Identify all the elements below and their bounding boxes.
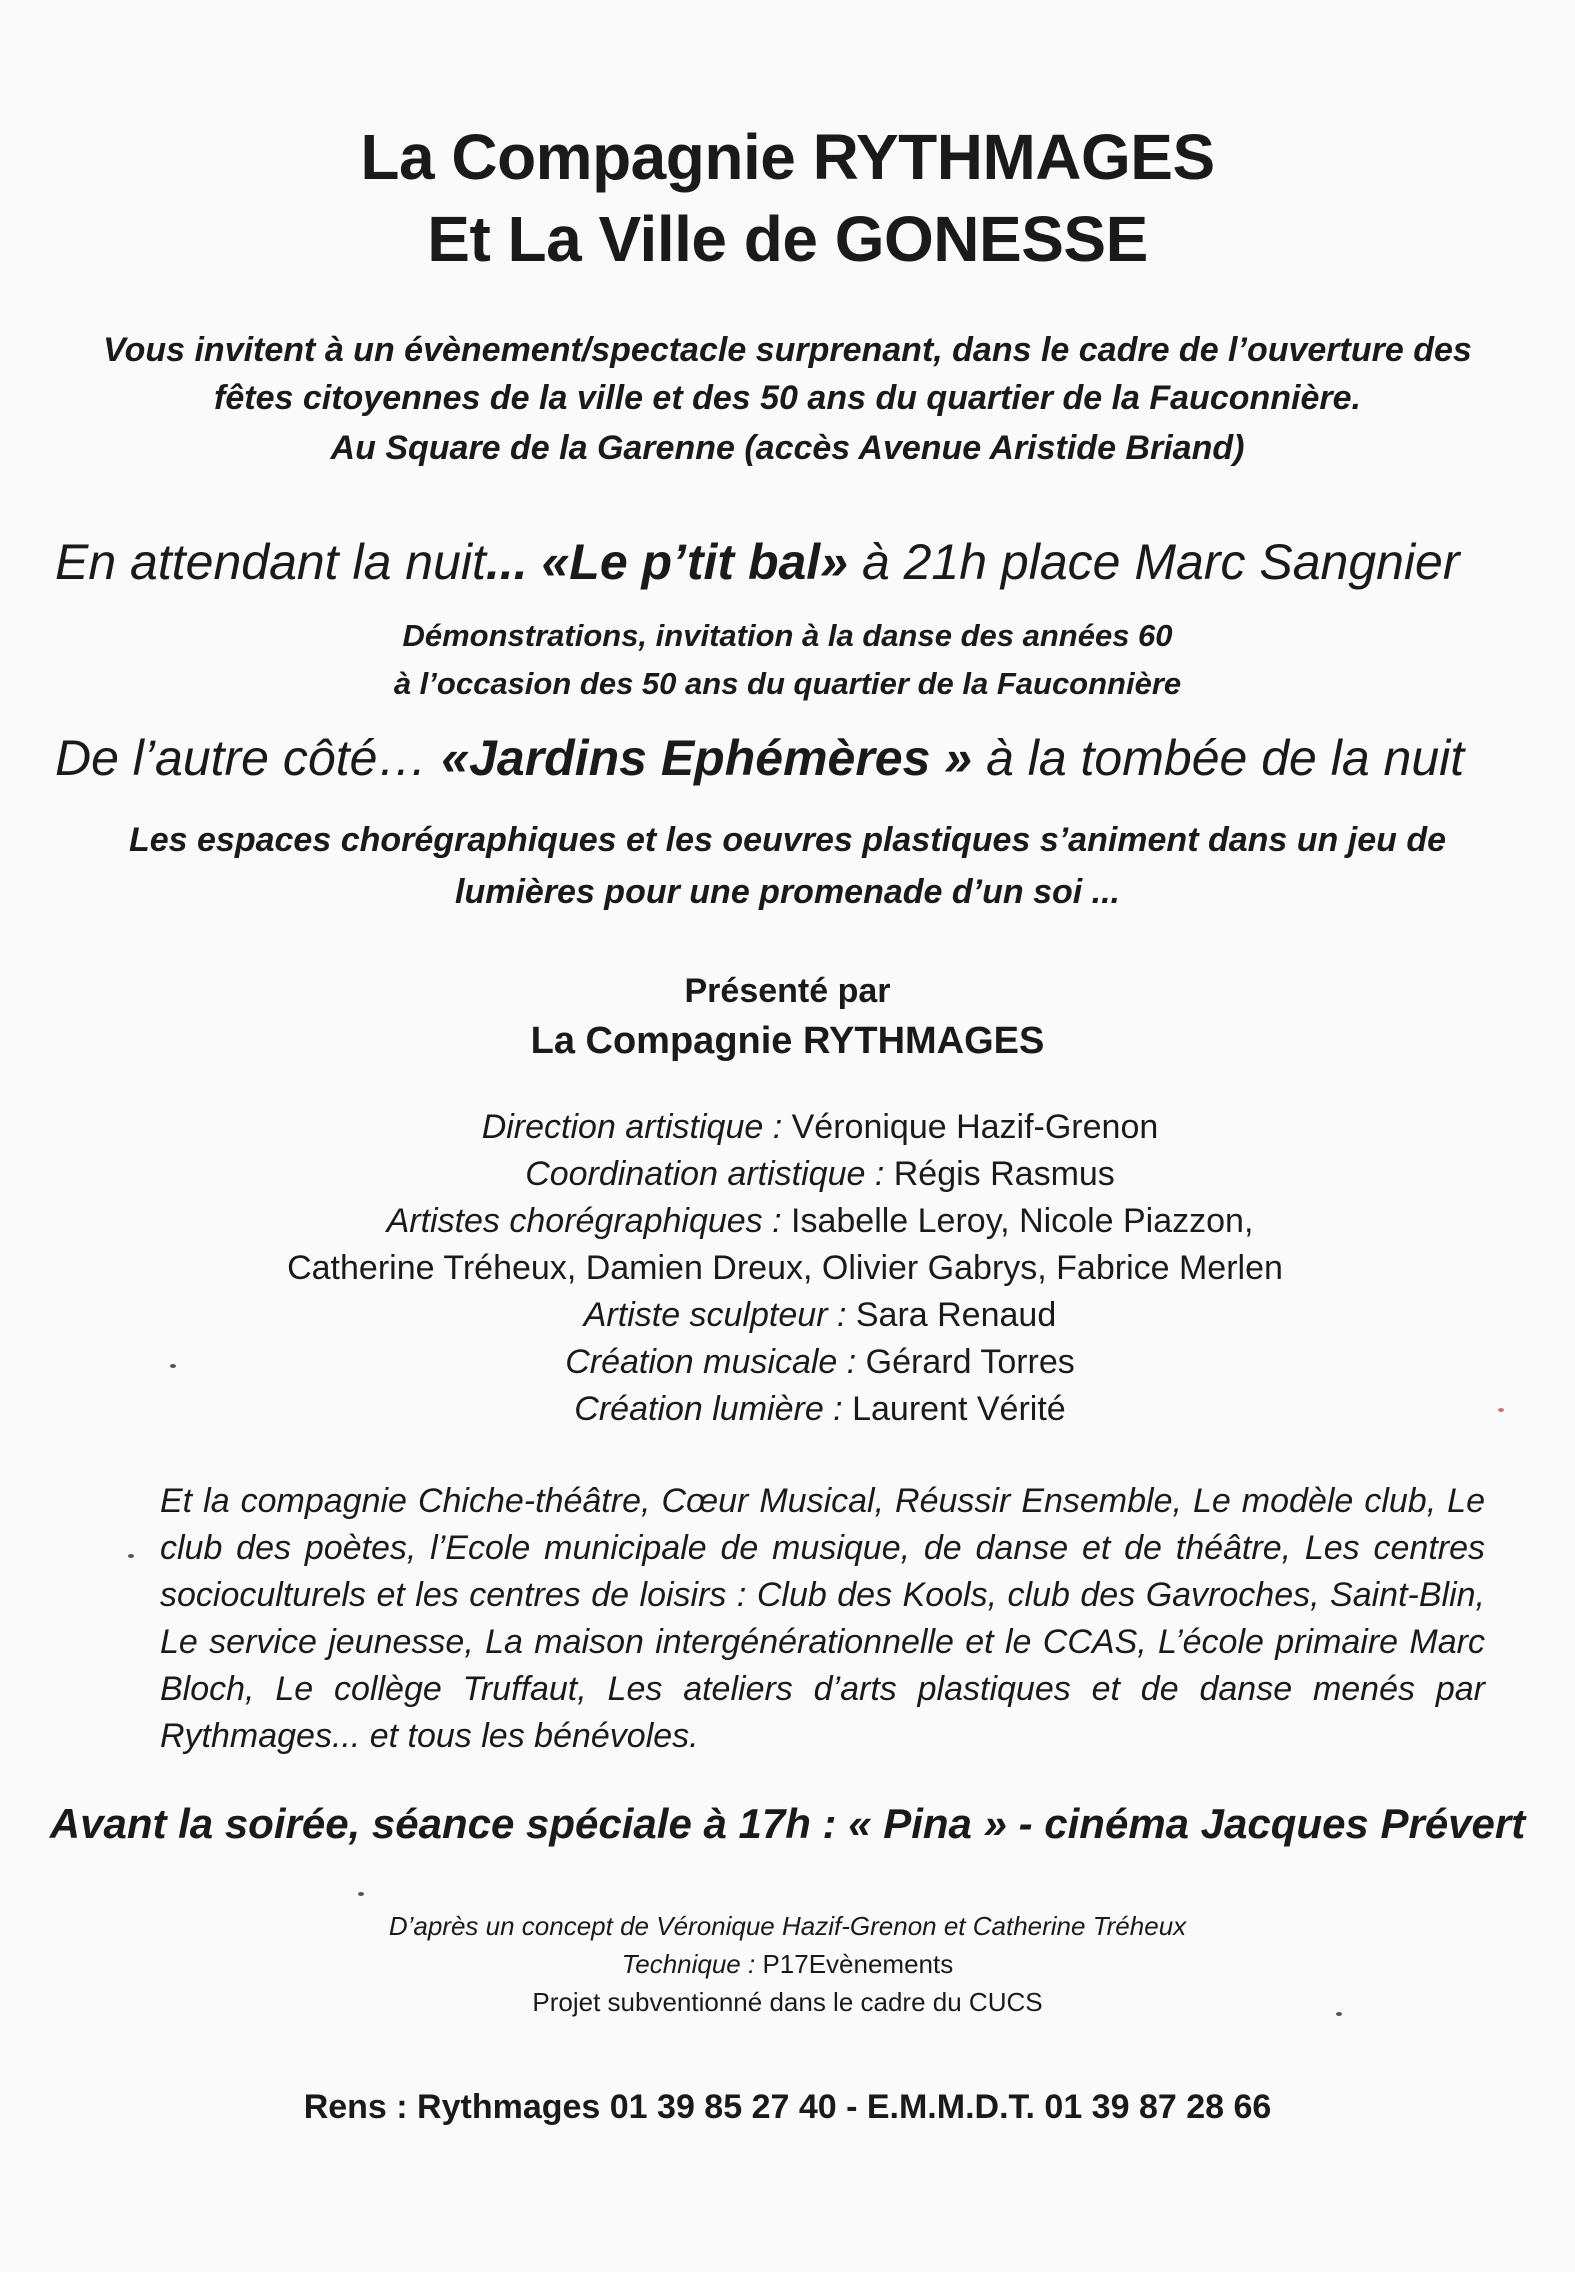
- credit-line: [0, 1198, 1575, 1245]
- credit-role: Création lumière :: [574, 1390, 843, 1428]
- intro-line-3: Au Square de la Garenne (accès Avenue Aristide Briand): [330, 429, 1245, 467]
- credit-names: Sara Renaud: [855, 1296, 1057, 1334]
- cinema-announcement: Avant la soirée, séance spéciale à 17h : « Pina » - cinéma Jacques Prévert: [49, 1800, 1526, 1847]
- presented-company: La Compagnie RYTHMAGES: [530, 1020, 1045, 1062]
- credit-role: Coordination artistique :: [525, 1155, 885, 1193]
- credit-role: Artistes chorégraphiques :: [386, 1202, 782, 1240]
- partners-paragraph: Et la compagnie Chiche-théâtre, Cœur Musical, Réussir Ensemble, Le modèle club, Le club des poètes, l’Ecole municipale de musique, de danse et de théâtre, Les centres socioculturels et les centres de loisirs : Club des Kools, club des Gavroches, Saint-Blin, Le service jeunesse, La maison intergénérationnelle et le CCAS, L’école primaire Marc Bloch, Le collège Truffaut, Les ateliers d’arts plastiques et de danse menés par Rythmages... et tous les bénévoles.: [160, 1482, 1485, 1755]
- credit-line: [0, 1339, 1575, 1386]
- concept-label: D’après un concept de: [388, 1911, 649, 1941]
- credit-names: Isabelle Leroy, Nicole Piazzon,: [791, 1202, 1254, 1240]
- credit-line: [0, 1151, 1575, 1198]
- credit-names: Régis Rasmus: [893, 1155, 1115, 1193]
- event1-desc-2: à l’occasion des 50 ans du quartier de la Fauconnière: [393, 666, 1182, 701]
- print-speck: [170, 1364, 176, 1368]
- presented-label: Présenté par: [684, 972, 891, 1010]
- credit-line: [0, 1245, 1575, 1292]
- event2-desc-2: lumières pour une promenade d’un soi ...: [455, 873, 1120, 911]
- event2-suffix: à la tombée de la nuit: [986, 730, 1465, 786]
- print-speck: [1498, 1408, 1504, 1412]
- technique-label: Technique :: [621, 1949, 756, 1979]
- credit-names: Véronique Hazif-Grenon: [791, 1108, 1159, 1146]
- event1-prefix: En attendant la nuit: [55, 534, 486, 590]
- intro-line-1: Vous invitent à un évènement/spectacle surprenant, dans le cadre de l’ouverture des: [103, 331, 1472, 369]
- credit-names: Catherine Tréheux, Damien Dreux, Olivier Gabrys, Fabrice Merlen: [287, 1249, 1283, 1287]
- event2-name: «Jardins Ephémères »: [441, 730, 973, 786]
- credit-line: [0, 1104, 1575, 1151]
- print-speck: [358, 1892, 364, 1896]
- credit-line: [0, 1386, 1575, 1433]
- credit-role: Création musicale :: [565, 1343, 857, 1381]
- title-line-1: La Compagnie RYTHMAGES: [360, 121, 1215, 193]
- event1-headline: [55, 532, 1525, 592]
- event2-desc-1: Les espaces chorégraphiques et les oeuvres plastiques s’animent dans un jeu de: [128, 821, 1447, 859]
- subsidy-line: Projet subventionné dans le cadre du CUCS: [532, 1987, 1043, 2017]
- print-speck: [1336, 2012, 1342, 2016]
- title-line-2: Et La Ville de GONESSE: [427, 203, 1148, 275]
- event1-name: «Le p’tit bal»: [541, 534, 849, 590]
- credits-list: [0, 1104, 1575, 1433]
- concept-line: [0, 1908, 1575, 1944]
- event1-ellipsis: ...: [485, 534, 528, 590]
- contact-line: Rens : Rythmages 01 39 85 27 40 - E.M.M.D.T. 01 39 87 28 66: [303, 2088, 1272, 2126]
- technique-line: [0, 1946, 1575, 1982]
- technique-value: P17Evènements: [762, 1949, 954, 1979]
- intro-line-2: fêtes citoyennes de la ville et des 50 ans du quartier de la Fauconnière.: [214, 379, 1361, 417]
- event1-suffix: à 21h place Marc Sangnier: [861, 534, 1460, 590]
- credit-names: Laurent Vérité: [852, 1390, 1066, 1428]
- credit-line: [0, 1292, 1575, 1339]
- credit-role: Artiste sculpteur :: [583, 1296, 847, 1334]
- concept-names: Véronique Hazif-Grenon et Catherine Tréheux: [656, 1911, 1187, 1941]
- event2-prefix: De l’autre côté…: [55, 730, 442, 786]
- print-speck: [128, 1554, 134, 1558]
- credit-names: Gérard Torres: [865, 1343, 1075, 1381]
- credit-role: Direction artistique :: [481, 1108, 783, 1146]
- event2-headline: [55, 728, 1525, 788]
- event1-desc-1: Démonstrations, invitation à la danse des années 60: [402, 618, 1173, 653]
